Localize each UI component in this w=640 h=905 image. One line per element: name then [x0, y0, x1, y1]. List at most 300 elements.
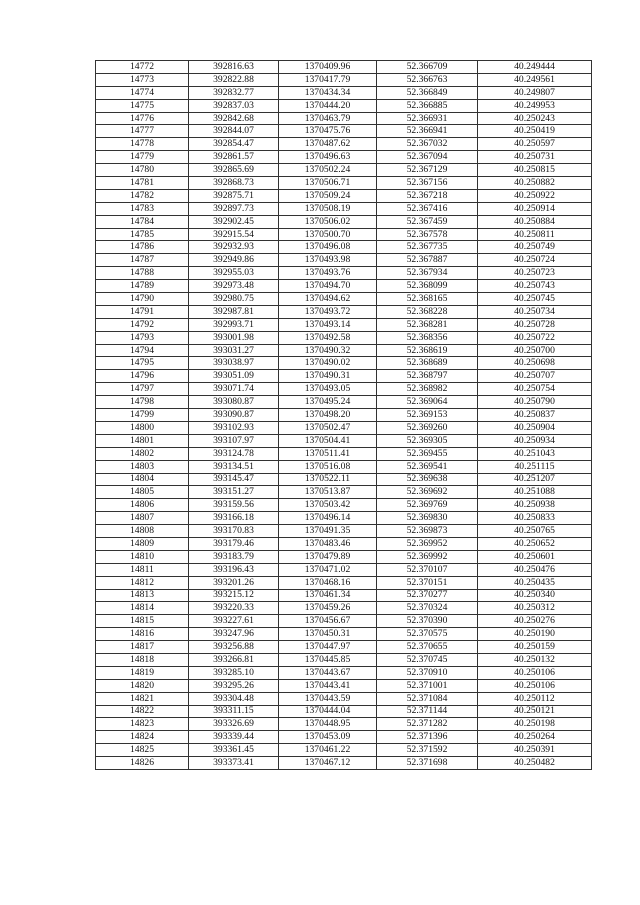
x-coordinate-cell: 392955.03	[189, 267, 279, 280]
table-row	[96, 679, 592, 692]
table-row	[96, 73, 592, 86]
point-number-cell: 14806	[96, 499, 189, 512]
latitude-cell: 52.369064	[377, 396, 478, 409]
longitude-cell: 40.250435	[478, 576, 592, 589]
longitude-cell: 40.250698	[478, 357, 592, 370]
table-row	[96, 99, 592, 112]
latitude-cell: 52.370151	[377, 576, 478, 589]
point-number-cell: 14777	[96, 125, 189, 138]
y-coordinate-cell: 1370443.41	[279, 679, 377, 692]
table-row	[96, 383, 592, 396]
latitude-cell: 52.368099	[377, 280, 478, 293]
latitude-cell: 52.367218	[377, 189, 478, 202]
table-row	[96, 731, 592, 744]
point-number-cell: 14813	[96, 589, 189, 602]
table-row	[96, 125, 592, 138]
latitude-cell: 52.370910	[377, 666, 478, 679]
point-number-cell: 14817	[96, 641, 189, 654]
y-coordinate-cell: 1370493.98	[279, 254, 377, 267]
table-row	[96, 370, 592, 383]
point-number-cell: 14822	[96, 705, 189, 718]
x-coordinate-cell: 392868.73	[189, 177, 279, 190]
point-number-cell: 14815	[96, 615, 189, 628]
table-row	[96, 512, 592, 525]
latitude-cell: 52.367578	[377, 228, 478, 241]
point-number-cell: 14814	[96, 602, 189, 615]
longitude-cell: 40.250938	[478, 499, 592, 512]
y-coordinate-cell: 1370461.22	[279, 744, 377, 757]
table-row	[96, 666, 592, 679]
x-coordinate-cell: 393179.46	[189, 537, 279, 550]
table-row	[96, 164, 592, 177]
x-coordinate-cell: 393151.27	[189, 486, 279, 499]
x-coordinate-cell: 392897.73	[189, 202, 279, 215]
longitude-cell: 40.250722	[478, 331, 592, 344]
x-coordinate-cell: 392980.75	[189, 293, 279, 306]
point-number-cell: 14786	[96, 241, 189, 254]
longitude-cell: 40.250597	[478, 138, 592, 151]
y-coordinate-cell: 1370445.85	[279, 653, 377, 666]
longitude-cell: 40.250731	[478, 151, 592, 164]
point-number-cell: 14782	[96, 189, 189, 202]
x-coordinate-cell: 393373.41	[189, 757, 279, 770]
point-number-cell: 14788	[96, 267, 189, 280]
x-coordinate-cell: 393304.48	[189, 692, 279, 705]
latitude-cell: 52.370745	[377, 653, 478, 666]
x-coordinate-cell: 393215.12	[189, 589, 279, 602]
table-row	[96, 138, 592, 151]
latitude-cell: 52.368619	[377, 344, 478, 357]
x-coordinate-cell: 393361.45	[189, 744, 279, 757]
longitude-cell: 40.250904	[478, 421, 592, 434]
table-row	[96, 318, 592, 331]
y-coordinate-cell: 1370444.04	[279, 705, 377, 718]
latitude-cell: 52.369455	[377, 447, 478, 460]
longitude-cell: 40.250482	[478, 757, 592, 770]
point-number-cell: 14812	[96, 576, 189, 589]
table-row	[96, 705, 592, 718]
point-number-cell: 14810	[96, 550, 189, 563]
longitude-cell: 40.249444	[478, 61, 592, 74]
y-coordinate-cell: 1370500.70	[279, 228, 377, 241]
point-number-cell: 14794	[96, 344, 189, 357]
y-coordinate-cell: 1370503.42	[279, 499, 377, 512]
latitude-cell: 52.366849	[377, 86, 478, 99]
point-number-cell: 14778	[96, 138, 189, 151]
table-row	[96, 486, 592, 499]
x-coordinate-cell: 393170.83	[189, 525, 279, 538]
y-coordinate-cell: 1370479.89	[279, 550, 377, 563]
y-coordinate-cell: 1370513.87	[279, 486, 377, 499]
table-row	[96, 628, 592, 641]
latitude-cell: 52.367129	[377, 164, 478, 177]
y-coordinate-cell: 1370483.46	[279, 537, 377, 550]
longitude-cell: 40.250743	[478, 280, 592, 293]
y-coordinate-cell: 1370417.79	[279, 73, 377, 86]
latitude-cell: 52.368165	[377, 293, 478, 306]
point-number-cell: 14823	[96, 718, 189, 731]
latitude-cell: 52.367934	[377, 267, 478, 280]
point-number-cell: 14773	[96, 73, 189, 86]
longitude-cell: 40.250121	[478, 705, 592, 718]
table-row	[96, 692, 592, 705]
latitude-cell: 52.369153	[377, 409, 478, 422]
point-number-cell: 14811	[96, 563, 189, 576]
longitude-cell: 40.250190	[478, 628, 592, 641]
longitude-cell: 40.250700	[478, 344, 592, 357]
table-row	[96, 344, 592, 357]
x-coordinate-cell: 393201.26	[189, 576, 279, 589]
table-row	[96, 718, 592, 731]
y-coordinate-cell: 1370444.20	[279, 99, 377, 112]
x-coordinate-cell: 392949.86	[189, 254, 279, 267]
point-number-cell: 14797	[96, 383, 189, 396]
point-number-cell: 14820	[96, 679, 189, 692]
y-coordinate-cell: 1370498.20	[279, 409, 377, 422]
longitude-cell: 40.250749	[478, 241, 592, 254]
point-number-cell: 14784	[96, 215, 189, 228]
point-number-cell: 14775	[96, 99, 189, 112]
point-number-cell: 14774	[96, 86, 189, 99]
point-number-cell: 14808	[96, 525, 189, 538]
latitude-cell: 52.370655	[377, 641, 478, 654]
point-number-cell: 14772	[96, 61, 189, 74]
point-number-cell: 14789	[96, 280, 189, 293]
longitude-cell: 40.250243	[478, 112, 592, 125]
x-coordinate-cell: 393196.43	[189, 563, 279, 576]
y-coordinate-cell: 1370496.14	[279, 512, 377, 525]
x-coordinate-cell: 393311.15	[189, 705, 279, 718]
y-coordinate-cell: 1370511.41	[279, 447, 377, 460]
point-number-cell: 14787	[96, 254, 189, 267]
latitude-cell: 52.366763	[377, 73, 478, 86]
latitude-cell: 52.367459	[377, 215, 478, 228]
x-coordinate-cell: 393031.27	[189, 344, 279, 357]
y-coordinate-cell: 1370494.62	[279, 293, 377, 306]
longitude-cell: 40.250106	[478, 679, 592, 692]
table-row	[96, 61, 592, 74]
table-row	[96, 499, 592, 512]
longitude-cell: 40.250340	[478, 589, 592, 602]
table-row	[96, 151, 592, 164]
y-coordinate-cell: 1370496.63	[279, 151, 377, 164]
point-number-cell: 14796	[96, 370, 189, 383]
longitude-cell: 40.250790	[478, 396, 592, 409]
latitude-cell: 52.366941	[377, 125, 478, 138]
y-coordinate-cell: 1370493.72	[279, 305, 377, 318]
point-number-cell: 14779	[96, 151, 189, 164]
table-row	[96, 241, 592, 254]
table-row	[96, 434, 592, 447]
y-coordinate-cell: 1370509.24	[279, 189, 377, 202]
longitude-cell: 40.250934	[478, 434, 592, 447]
x-coordinate-cell: 393220.33	[189, 602, 279, 615]
latitude-cell: 52.369992	[377, 550, 478, 563]
point-number-cell: 14824	[96, 731, 189, 744]
latitude-cell: 52.370277	[377, 589, 478, 602]
latitude-cell: 52.371001	[377, 679, 478, 692]
y-coordinate-cell: 1370493.05	[279, 383, 377, 396]
point-number-cell: 14791	[96, 305, 189, 318]
table-row	[96, 460, 592, 473]
latitude-cell: 52.369873	[377, 525, 478, 538]
table-row	[96, 177, 592, 190]
longitude-cell: 40.250815	[478, 164, 592, 177]
y-coordinate-cell: 1370493.76	[279, 267, 377, 280]
latitude-cell: 52.370575	[377, 628, 478, 641]
table-row	[96, 189, 592, 202]
latitude-cell: 52.371592	[377, 744, 478, 757]
table-row	[96, 602, 592, 615]
y-coordinate-cell: 1370471.02	[279, 563, 377, 576]
latitude-cell: 52.371396	[377, 731, 478, 744]
table-row	[96, 563, 592, 576]
y-coordinate-cell: 1370447.97	[279, 641, 377, 654]
point-number-cell: 14793	[96, 331, 189, 344]
table-row	[96, 396, 592, 409]
latitude-cell: 52.369692	[377, 486, 478, 499]
longitude-cell: 40.250922	[478, 189, 592, 202]
y-coordinate-cell: 1370502.24	[279, 164, 377, 177]
point-number-cell: 14783	[96, 202, 189, 215]
longitude-cell: 40.249807	[478, 86, 592, 99]
longitude-cell: 40.250754	[478, 383, 592, 396]
point-number-cell: 14781	[96, 177, 189, 190]
longitude-cell: 40.250419	[478, 125, 592, 138]
table-row	[96, 615, 592, 628]
table-row	[96, 550, 592, 563]
point-number-cell: 14785	[96, 228, 189, 241]
longitude-cell: 40.250723	[478, 267, 592, 280]
x-coordinate-cell: 393071.74	[189, 383, 279, 396]
y-coordinate-cell: 1370468.16	[279, 576, 377, 589]
y-coordinate-cell: 1370496.08	[279, 241, 377, 254]
latitude-cell: 52.368356	[377, 331, 478, 344]
y-coordinate-cell: 1370409.96	[279, 61, 377, 74]
table-row	[96, 641, 592, 654]
coordinates-table	[95, 60, 592, 770]
latitude-cell: 52.367156	[377, 177, 478, 190]
y-coordinate-cell: 1370448.95	[279, 718, 377, 731]
y-coordinate-cell: 1370492.58	[279, 331, 377, 344]
x-coordinate-cell: 393159.56	[189, 499, 279, 512]
latitude-cell: 52.371144	[377, 705, 478, 718]
longitude-cell: 40.250276	[478, 615, 592, 628]
table-row	[96, 254, 592, 267]
y-coordinate-cell: 1370502.47	[279, 421, 377, 434]
x-coordinate-cell: 393134.51	[189, 460, 279, 473]
y-coordinate-cell: 1370495.24	[279, 396, 377, 409]
x-coordinate-cell: 392861.57	[189, 151, 279, 164]
latitude-cell: 52.370107	[377, 563, 478, 576]
longitude-cell: 40.250391	[478, 744, 592, 757]
longitude-cell: 40.250476	[478, 563, 592, 576]
latitude-cell: 52.369305	[377, 434, 478, 447]
latitude-cell: 52.367887	[377, 254, 478, 267]
y-coordinate-cell: 1370490.32	[279, 344, 377, 357]
table-row	[96, 525, 592, 538]
longitude-cell: 40.250728	[478, 318, 592, 331]
latitude-cell: 52.368982	[377, 383, 478, 396]
latitude-cell: 52.370324	[377, 602, 478, 615]
x-coordinate-cell: 392932.93	[189, 241, 279, 254]
y-coordinate-cell: 1370456.67	[279, 615, 377, 628]
longitude-cell: 40.250811	[478, 228, 592, 241]
y-coordinate-cell: 1370493.14	[279, 318, 377, 331]
x-coordinate-cell: 393124.78	[189, 447, 279, 460]
longitude-cell: 40.251207	[478, 473, 592, 486]
latitude-cell: 52.369952	[377, 537, 478, 550]
table-row	[96, 757, 592, 770]
latitude-cell: 52.367032	[377, 138, 478, 151]
longitude-cell: 40.250914	[478, 202, 592, 215]
latitude-cell: 52.370390	[377, 615, 478, 628]
table-row	[96, 589, 592, 602]
table-row	[96, 409, 592, 422]
latitude-cell: 52.371084	[377, 692, 478, 705]
latitude-cell: 52.366709	[377, 61, 478, 74]
table-row	[96, 280, 592, 293]
point-number-cell: 14799	[96, 409, 189, 422]
x-coordinate-cell: 392837.03	[189, 99, 279, 112]
latitude-cell: 52.368281	[377, 318, 478, 331]
longitude-cell: 40.251088	[478, 486, 592, 499]
x-coordinate-cell: 392973.48	[189, 280, 279, 293]
latitude-cell: 52.369541	[377, 460, 478, 473]
x-coordinate-cell: 393090.87	[189, 409, 279, 422]
x-coordinate-cell: 393051.09	[189, 370, 279, 383]
longitude-cell: 40.250159	[478, 641, 592, 654]
y-coordinate-cell: 1370459.26	[279, 602, 377, 615]
point-number-cell: 14826	[96, 757, 189, 770]
x-coordinate-cell: 392987.81	[189, 305, 279, 318]
latitude-cell: 52.368797	[377, 370, 478, 383]
longitude-cell: 40.250707	[478, 370, 592, 383]
longitude-cell: 40.250312	[478, 602, 592, 615]
longitude-cell: 40.250765	[478, 525, 592, 538]
latitude-cell: 52.368689	[377, 357, 478, 370]
y-coordinate-cell: 1370490.02	[279, 357, 377, 370]
table-row	[96, 537, 592, 550]
latitude-cell: 52.366885	[377, 99, 478, 112]
latitude-cell: 52.368228	[377, 305, 478, 318]
point-number-cell: 14800	[96, 421, 189, 434]
coordinates-table-body	[96, 61, 592, 770]
table-row	[96, 331, 592, 344]
y-coordinate-cell: 1370504.41	[279, 434, 377, 447]
x-coordinate-cell: 393145.47	[189, 473, 279, 486]
point-number-cell: 14792	[96, 318, 189, 331]
x-coordinate-cell: 393339.44	[189, 731, 279, 744]
table-row	[96, 357, 592, 370]
table-row	[96, 305, 592, 318]
point-number-cell: 14801	[96, 434, 189, 447]
y-coordinate-cell: 1370506.71	[279, 177, 377, 190]
x-coordinate-cell: 392915.54	[189, 228, 279, 241]
point-number-cell: 14818	[96, 653, 189, 666]
longitude-cell: 40.250264	[478, 731, 592, 744]
latitude-cell: 52.367735	[377, 241, 478, 254]
point-number-cell: 14804	[96, 473, 189, 486]
point-number-cell: 14780	[96, 164, 189, 177]
y-coordinate-cell: 1370463.79	[279, 112, 377, 125]
point-number-cell: 14807	[96, 512, 189, 525]
x-coordinate-cell: 393227.61	[189, 615, 279, 628]
point-number-cell: 14798	[96, 396, 189, 409]
y-coordinate-cell: 1370453.09	[279, 731, 377, 744]
table-row	[96, 293, 592, 306]
point-number-cell: 14809	[96, 537, 189, 550]
latitude-cell: 52.369260	[377, 421, 478, 434]
longitude-cell: 40.251043	[478, 447, 592, 460]
y-coordinate-cell: 1370443.59	[279, 692, 377, 705]
x-coordinate-cell: 393247.96	[189, 628, 279, 641]
table-row	[96, 421, 592, 434]
x-coordinate-cell: 392822.88	[189, 73, 279, 86]
table-row	[96, 473, 592, 486]
longitude-cell: 40.250652	[478, 537, 592, 550]
x-coordinate-cell: 393080.87	[189, 396, 279, 409]
table-row	[96, 202, 592, 215]
point-number-cell: 14819	[96, 666, 189, 679]
point-number-cell: 14790	[96, 293, 189, 306]
x-coordinate-cell: 393001.98	[189, 331, 279, 344]
table-row	[96, 215, 592, 228]
x-coordinate-cell: 393038.97	[189, 357, 279, 370]
longitude-cell: 40.250734	[478, 305, 592, 318]
x-coordinate-cell: 392832.77	[189, 86, 279, 99]
y-coordinate-cell: 1370467.12	[279, 757, 377, 770]
longitude-cell: 40.250724	[478, 254, 592, 267]
y-coordinate-cell: 1370508.19	[279, 202, 377, 215]
latitude-cell: 52.366931	[377, 112, 478, 125]
table-row	[96, 447, 592, 460]
x-coordinate-cell: 393285.10	[189, 666, 279, 679]
point-number-cell: 14776	[96, 112, 189, 125]
latitude-cell: 52.371698	[377, 757, 478, 770]
latitude-cell: 52.369830	[377, 512, 478, 525]
y-coordinate-cell: 1370522.11	[279, 473, 377, 486]
longitude-cell: 40.250884	[478, 215, 592, 228]
point-number-cell: 14805	[96, 486, 189, 499]
y-coordinate-cell: 1370487.62	[279, 138, 377, 151]
y-coordinate-cell: 1370450.31	[279, 628, 377, 641]
point-number-cell: 14803	[96, 460, 189, 473]
y-coordinate-cell: 1370461.34	[279, 589, 377, 602]
y-coordinate-cell: 1370491.35	[279, 525, 377, 538]
point-number-cell: 14816	[96, 628, 189, 641]
x-coordinate-cell: 392993.71	[189, 318, 279, 331]
x-coordinate-cell: 393266.81	[189, 653, 279, 666]
point-number-cell: 14795	[96, 357, 189, 370]
point-number-cell: 14802	[96, 447, 189, 460]
longitude-cell: 40.250106	[478, 666, 592, 679]
x-coordinate-cell: 392842.68	[189, 112, 279, 125]
longitude-cell: 40.250745	[478, 293, 592, 306]
x-coordinate-cell: 393166.18	[189, 512, 279, 525]
latitude-cell: 52.369638	[377, 473, 478, 486]
longitude-cell: 40.250601	[478, 550, 592, 563]
longitude-cell: 40.250198	[478, 718, 592, 731]
y-coordinate-cell: 1370443.67	[279, 666, 377, 679]
table-row	[96, 112, 592, 125]
latitude-cell: 52.369769	[377, 499, 478, 512]
x-coordinate-cell: 392854.47	[189, 138, 279, 151]
x-coordinate-cell: 393183.79	[189, 550, 279, 563]
longitude-cell: 40.250833	[478, 512, 592, 525]
x-coordinate-cell: 393102.93	[189, 421, 279, 434]
table-row	[96, 228, 592, 241]
